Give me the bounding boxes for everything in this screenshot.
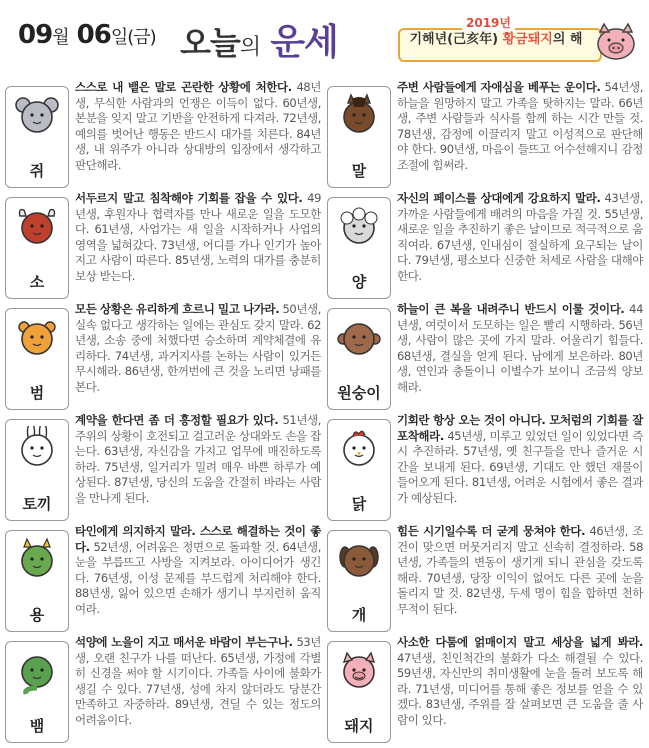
zodiac-animal-icon: [334, 537, 384, 587]
title-part-c: 운세: [270, 22, 338, 63]
page-title: [180, 14, 338, 65]
zodiac-animal-icon: [334, 315, 384, 365]
zodiac-animal-box: [327, 419, 391, 521]
zodiac-animal-box: [327, 197, 391, 299]
fortune-headline: 주변 사람들에게 자애심을 베푸는 운이다.: [397, 80, 601, 94]
title-part-b: 의: [239, 35, 261, 60]
fortune-headline: 계약을 한다면 좀 더 흥정할 필요가 있다.: [75, 413, 279, 427]
badge-year: 2019년: [462, 14, 515, 31]
header: [0, 0, 649, 78]
fortune-body: 52년생, 어려움은 정면으로 돌파할 것. 64년생, 눈을 부릅뜨고 사방을 지켜보라. 아이디어가 생긴다. 76년생, 이성 문제를 부드럽게 처리해야 한다. 88년생, 잃어 있으면 손해가 생기니 부지런히 움직여라.: [75, 539, 321, 616]
year-badge: [398, 16, 638, 62]
fortune-headline: 하늘이 큰 복을 내려주니 반드시 이룰 것이다.: [397, 302, 625, 316]
zodiac-animal-icon: [12, 426, 62, 476]
fortune-text: [75, 635, 321, 729]
zodiac-animal-icon: [334, 648, 384, 698]
fortune-card: [5, 191, 323, 303]
zodiac-animal-name: 원숭이: [337, 384, 381, 402]
fortune-text: [397, 302, 643, 396]
fortune-text: [397, 635, 643, 729]
zodiac-animal-icon: [12, 204, 62, 254]
fortune-text: [75, 80, 321, 174]
fortune-body: 45년생, 미루고 있었던 일이 있었다면 즉시 추진하라. 57년생, 옛 친구들을 만나 즐거운 시간을 보내게 된다. 69년생, 기대도 안 했던 재물이 들어오게 된다. 81년생, 어려운 시험에서 좋은 결과가 예상된다.: [397, 428, 643, 505]
badge-text-b: 황금돼지: [502, 32, 553, 47]
badge-text-c: 의 해: [552, 32, 583, 47]
fortune-card: [5, 80, 323, 192]
fortune-body: 51년생, 주위의 상황이 호전되고 걸고러운 상대와도 손을 잡는다. 63년생, 자신감을 가지고 업무에 매진하도록 하라. 75년생, 일거리가 밀려 매우 바쁜 하루가 예상된다. 87년생, 당신의 도움을 간절히 바라는 사람을 만나게 된다.: [75, 413, 321, 505]
fortune-headline: 석양에 노을이 지고 매서운 바람이 부는구나.: [75, 635, 293, 649]
zodiac-animal-name: 범: [29, 384, 45, 402]
fortune-text: [397, 413, 643, 507]
fortune-card: [327, 80, 645, 192]
fortune-card: [327, 302, 645, 414]
zodiac-animal-box: [327, 641, 391, 743]
fortune-headline: 모든 상황은 유리하게 흐르니 밀고 나가라.: [75, 302, 280, 316]
zodiac-animal-box: [5, 308, 69, 410]
fortune-body: 43년생, 가까운 사람들에게 배려의 마음을 가질 것. 55년생, 새로운 일을 추진하기 좋은 날이므로 적극적으로 움직여라. 67년생, 인내심이 절실하게 요구되는 날이다. 79년생, 평소보다 신중한 처세로 사람을 대해야 한다.: [397, 191, 643, 283]
zodiac-animal-box: [5, 419, 69, 521]
title-part-a: 오늘: [180, 24, 240, 62]
fortune-headline: 스스로 내 뱉은 말로 곤란한 상황에 처한다.: [75, 80, 292, 94]
fortune-text: [75, 191, 321, 285]
fortune-body: 50년생, 실속 없다고 생각하는 일에는 관심도 갖지 말라. 62년생, 소송 중에 처했다면 승소하며 계약체결에 유리하다. 74년생, 과거지사를 논하는 사람이 있거든 무시해라. 86년생, 한꺼번에 큰 것을 노리면 낭패를 본다.: [75, 302, 321, 394]
fortune-body: 47년생, 친인척간의 불화가 다소 해결될 수 있다. 59년생, 자신만의 취미생활에 눈을 돌려 보도록 해라. 71년생, 미디어를 통해 좋은 정보를 얻을 수 있겠다. 83년생, 주위를 잘 살펴보면 큰 도움을 줄 사람이 있다.: [397, 650, 643, 727]
fortune-text: [397, 191, 643, 285]
fortune-headline: 사소한 다툼에 얽매이지 말고 세상을 넓게 봐라.: [397, 635, 643, 649]
date-day: 06: [76, 20, 111, 50]
date-weekday: (금): [127, 27, 156, 48]
zodiac-animal-name: 돼지: [344, 717, 374, 735]
zodiac-animal-name: 소: [29, 273, 45, 291]
zodiac-animal-icon: [334, 426, 384, 476]
zodiac-animal-box: [5, 530, 69, 632]
badge-text: [398, 28, 594, 47]
fortune-text: [75, 413, 321, 507]
fortune-headline: 자신의 페이스를 상대에게 강요하지 말라.: [397, 191, 601, 205]
fortune-headline: 기회란 항상 오는 것이 아니다. 모처럼의 기회를 잘 포착해라.: [397, 413, 643, 443]
zodiac-animal-name: 뱀: [29, 717, 45, 735]
fortune-headline: 타인에게 의지하지 말라. 스스로 해결하는 것이 좋다.: [75, 524, 321, 554]
date-month: 09: [18, 20, 53, 50]
fortune-card: [5, 635, 323, 747]
zodiac-animal-icon: [12, 648, 62, 698]
fortune-body: 46년생, 조건이 맞으면 머뭇거리지 말고 신속히 결정하라. 58년생, 가족들의 변동이 생기게 되니 관심을 갖도록 해라. 70년생, 당장 이익이 없어도 다른 곳에 눈을 돌리지 말 것. 82년생, 두세 명이 힘을 합하면 천하무적이 된다.: [397, 524, 643, 616]
fortune-card: [5, 413, 323, 525]
zodiac-animal-name: 닭: [351, 495, 367, 513]
zodiac-animal-icon: [334, 93, 384, 143]
fortune-text: [397, 524, 643, 618]
fortune-body: 49년생, 후원자나 협력자를 만나 새로운 일을 도모한다. 61년생, 사업가는 새 일을 시작하거나 사업의 영역을 넓혀갔다. 73년생, 어디를 가나 인기가 높아지고 사람이 따른다. 85년생, 노력의 대가를 충분히 보상 받는다.: [75, 191, 321, 283]
badge-text-a: 기해년(己亥年): [409, 32, 503, 47]
date-month-unit: 월: [52, 27, 69, 48]
fortune-body: 48년생, 무식한 사람과의 언쟁은 이득이 없다. 60년생, 본분을 잊지 말고 기반을 안전하게 다져라. 72년생, 예의를 벗어난 행동은 반드시 대가를 치른다. 84년생, 내 위주가 아니라 상대방의 입장에서 생각하고 판단해라.: [75, 80, 321, 172]
fortune-body: 53년생, 오랜 친구가 나를 떠난다. 65년생, 가정에 각별히 신경을 써야 할 시기이다. 가족들 사이에 불화가 생길 수 있다. 77년생, 성에 차지 않더라도 당분간 만족하고 자중하라. 89년생, 견딜 수 있는 정도의 어려움이다.: [75, 635, 322, 727]
fortune-text: [75, 524, 321, 618]
zodiac-animal-box: [327, 308, 391, 410]
zodiac-animal-box: [327, 86, 391, 188]
date-day-unit: 일: [110, 27, 128, 48]
zodiac-animal-icon: [12, 93, 62, 143]
fortune-card: [327, 635, 645, 747]
zodiac-animal-icon: [334, 204, 384, 254]
fortune-card: [5, 302, 323, 414]
date: [18, 20, 156, 50]
fortune-body: 54년생, 하늘을 원망하지 말고 가족을 탓하지는 말라. 66년생, 주변 사람들과 식사를 함께 하는 시간 만들 것. 78년생, 감정에 이끌리지 말고 이성적으로 판단해야 한다. 90년생, 마음이 들뜨고 어수선해지니 감정 조절에 힘써라.: [397, 80, 643, 172]
pig-icon: [594, 22, 638, 62]
zodiac-animal-name: 쥐: [29, 162, 45, 180]
fortune-text: [75, 302, 321, 396]
fortune-body: 44년생, 여럿이서 도모하는 일은 빨리 시행하라. 56년생, 사람이 많은 곳에 가지 말라. 어울리기 힘들다. 68년생, 결실을 얻게 된다. 남에게 보은하라. 80년생, 연인과 충돌이니 이별수가 보이니 조금씩 양보해라.: [397, 302, 643, 394]
zodiac-animal-box: [327, 530, 391, 632]
zodiac-animal-box: [5, 86, 69, 188]
zodiac-animal-icon: [12, 537, 62, 587]
zodiac-animal-name: 양: [351, 273, 367, 291]
fortune-card: [327, 191, 645, 303]
zodiac-animal-name: 용: [29, 606, 45, 624]
fortune-card: [327, 524, 645, 636]
zodiac-animal-box: [5, 641, 69, 743]
zodiac-animal-box: [5, 197, 69, 299]
fortune-card: [5, 524, 323, 636]
fortune-headline: 서두르지 말고 침착해야 기회를 잡을 수 있다.: [75, 191, 303, 205]
zodiac-animal-name: 토끼: [22, 495, 52, 513]
fortune-text: [397, 80, 643, 174]
fortune-card: [327, 413, 645, 525]
fortune-headline: 힘든 시기일수록 더 굳게 뭉쳐야 한다.: [397, 524, 586, 538]
zodiac-animal-name: 말: [351, 162, 367, 180]
zodiac-animal-icon: [12, 315, 62, 365]
zodiac-animal-name: 개: [351, 606, 367, 624]
